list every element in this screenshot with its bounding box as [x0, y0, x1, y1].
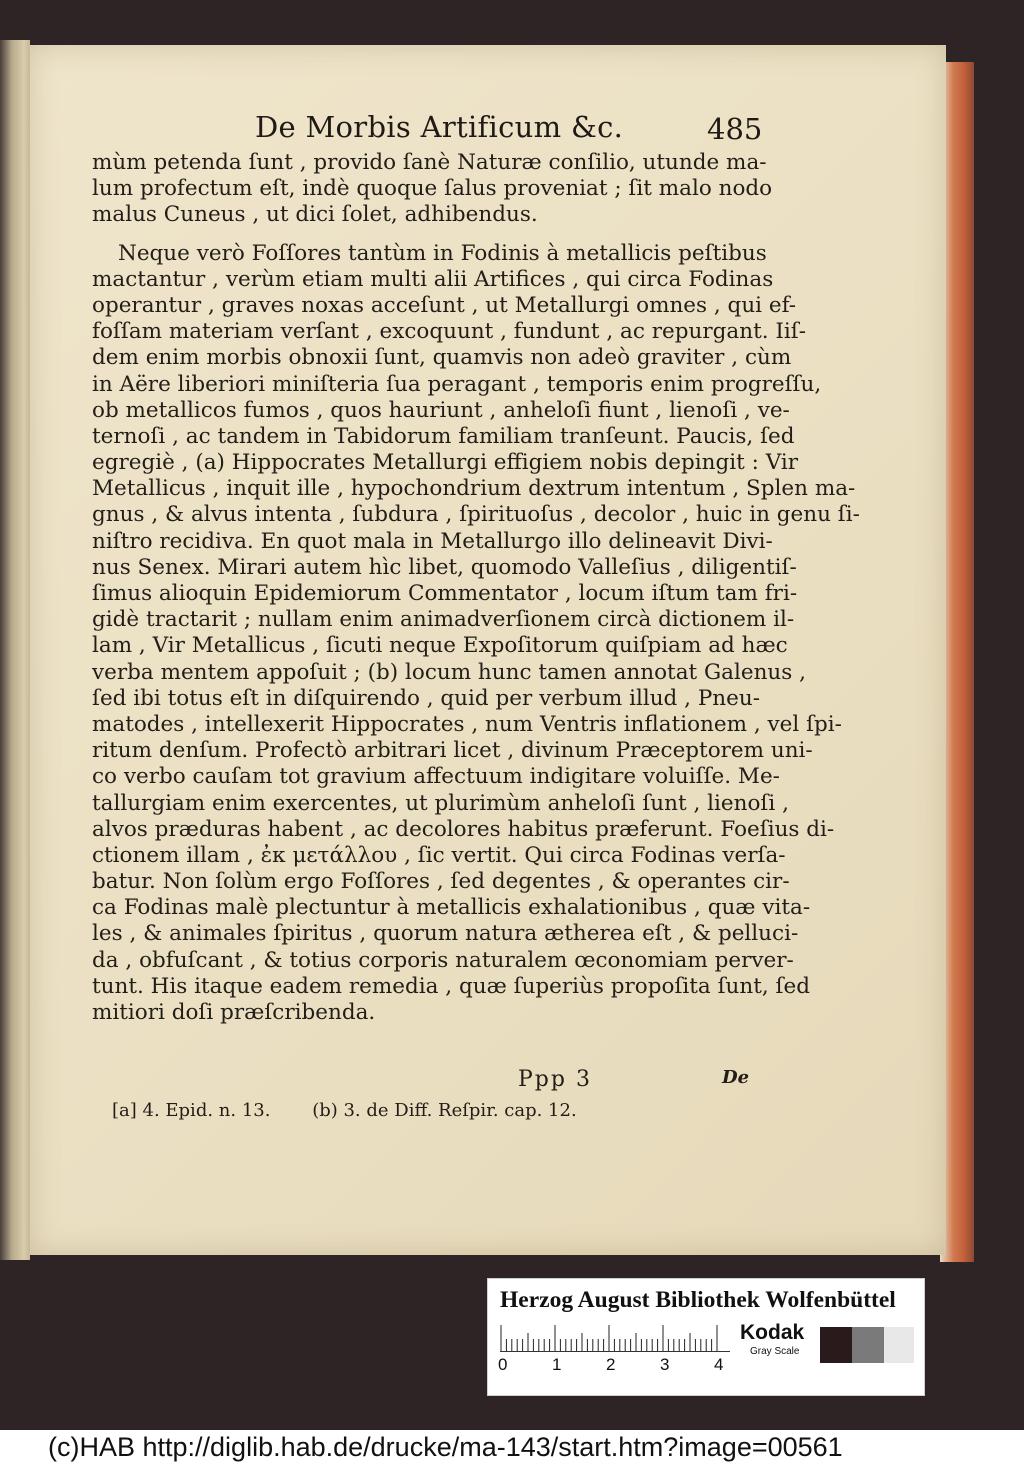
text-line: batur. Non ſolùm ergo Foſſores , ſed degentes , & operantes cir-	[92, 869, 790, 895]
text-line: mactantur , verùm etiam multi alii Artifices , qui circa Fodinas	[92, 266, 774, 292]
text-line: foſſam materiam verſant , excoquunt , fundunt , ac repurgant. Iiſ-	[92, 319, 806, 345]
ruler-number: 1	[552, 1355, 562, 1374]
text-line: ob metallicos fumos , quos hauriunt , anheloſi fiunt , lienoſi , ve-	[92, 397, 790, 423]
text-line: alvos præduras habent , ac decolores habitus præferunt. Foeſius di-	[92, 816, 835, 842]
running-head: De Morbis Artificum &c.	[255, 110, 624, 144]
text-line: verba mentem appoſuit ; (b) locum hunc tamen annotat Galenus ,	[92, 659, 806, 685]
gray-swatch-mid	[852, 1327, 884, 1363]
paragraph-2	[92, 240, 860, 1027]
text-line: ctionem illam , ἐκ μετάλλου , ſic vertit. Qui circa Fodinas verſa-	[92, 842, 786, 868]
text-line: mitiori doſi præſcribenda.	[92, 1000, 376, 1025]
text-line: Metallicus , inquit ille , hypochondrium dextrum intentum , Splen ma-	[92, 476, 856, 502]
text-line: matodes , intellexerit Hippocrates , num Ventris inflationem , vel ſpi-	[92, 711, 842, 737]
catchword: De	[722, 1067, 750, 1088]
text-line: gnus , & alvus intenta , ſubdura , ſpirituoſus , decolor , huic in genu ſi-	[92, 502, 860, 528]
body-text	[92, 150, 860, 1026]
text-line: les , & animales ſpiritus , quorum natura ætherea eſt , & pelluci-	[92, 921, 799, 947]
text-line: da , obfuſcant , & totius corporis naturalem œconomiam perver-	[92, 947, 794, 973]
gray-swatch-dark	[820, 1327, 852, 1363]
text-line: co verbo cauſam tot gravium affectuum indigitare voluiſſe. Me-	[92, 764, 780, 790]
text-line: ca Fodinas malè plectuntur à metallicis exhalationibus , quæ vita-	[92, 895, 811, 921]
paragraph-1	[92, 150, 773, 229]
page-number: 485	[707, 112, 763, 146]
text-line: tallurgiam enim exercentes, ut plurimùm anheloſi ſunt , lienoſi ,	[92, 790, 789, 816]
footnotes	[112, 1100, 613, 1121]
text-line: lum profectum eſt, indè quoque ſalus proveniat ; ſit malo nodo	[92, 176, 773, 202]
library-name: Herzog August Bibliothek Wolfenbüttel	[500, 1287, 896, 1313]
library-label-card	[487, 1278, 925, 1396]
text-line: lam , Vir Metallicus , ſicuti neque Expoſitorum quiſpiam ad hæc	[92, 633, 788, 659]
text-line: operantur , graves noxas acceſunt , ut Metallurgi omnes , qui ef-	[92, 292, 797, 318]
ruler-ticks	[500, 1325, 730, 1351]
gray-scale-label: Gray Scale	[750, 1346, 800, 1357]
text-line: niſtro recidiva. En quot mala in Metallurgo illo delineavit Divi-	[92, 528, 773, 554]
gray-swatch-light	[884, 1327, 914, 1363]
kodak-logo-text: Kodak	[740, 1321, 805, 1344]
text-line: ſed ibi totus eſt in diſquirendo , quid per verbum illud , Pneu-	[92, 685, 760, 711]
ruler-number: 2	[606, 1355, 616, 1374]
text-line: Neque verò Foſſores tantùm in Fodinis à metallicis peſtibus	[118, 240, 767, 266]
footnote-a: [a] 4. Epid. n. 13.	[112, 1100, 271, 1121]
text-line: malus Cuneus , ut dici ſolet, adhibendus.	[92, 202, 538, 228]
book-spine-left-edge	[0, 40, 30, 1260]
text-line: dem enim morbis obnoxii ſunt, quamvis non adeò graviter , cùm	[92, 345, 792, 371]
text-line: in Aëre liberiori miniſteria ſua peragant , temporis enim progreſſu,	[92, 371, 822, 397]
text-line: egregiè , (a) Hippocrates Metallurgi effigiem nobis depingit : Vir	[92, 450, 799, 476]
text-line: mùm petenda ſunt , provido ſanè Naturæ conſilio, utunde ma-	[92, 150, 767, 175]
footnote-b: (b) 3. de Diff. Reſpir. cap. 12.	[312, 1100, 577, 1121]
text-line: ſimus alioquin Epidemiorum Commentator , locum iſtum tam fri-	[92, 581, 798, 606]
text-line: ternoſi , ac tandem in Tabidorum familiam tranſeunt. Paucis, ſed	[92, 423, 795, 449]
text-line: tunt. His itaque eadem remedia , quæ ſuperiùs propoſita ſunt, ſed	[92, 973, 810, 999]
footer-bar	[0, 1430, 1024, 1470]
text-line: nus Senex. Mirari autem hìc libet, quomodo Valleſius , diligentiſ-	[92, 554, 797, 580]
signature-mark: Ppp 3	[518, 1067, 592, 1092]
text-line: ritum denſum. Profectò arbitrari licet , divinum Præceptorem uni-	[92, 738, 813, 764]
ruler-number: 0	[498, 1355, 508, 1374]
copyright-url: (c)HAB http://diglib.hab.de/drucke/ma-143/start.htm?image=00561	[48, 1432, 843, 1462]
scale-ruler	[500, 1325, 730, 1352]
ruler-number: 3	[660, 1355, 670, 1374]
ruler-number: 4	[714, 1355, 724, 1374]
paragraph-gap	[92, 229, 756, 241]
text-line: gidè tractarit ; nullam enim animadverſionem circà dictionem il-	[92, 607, 795, 633]
